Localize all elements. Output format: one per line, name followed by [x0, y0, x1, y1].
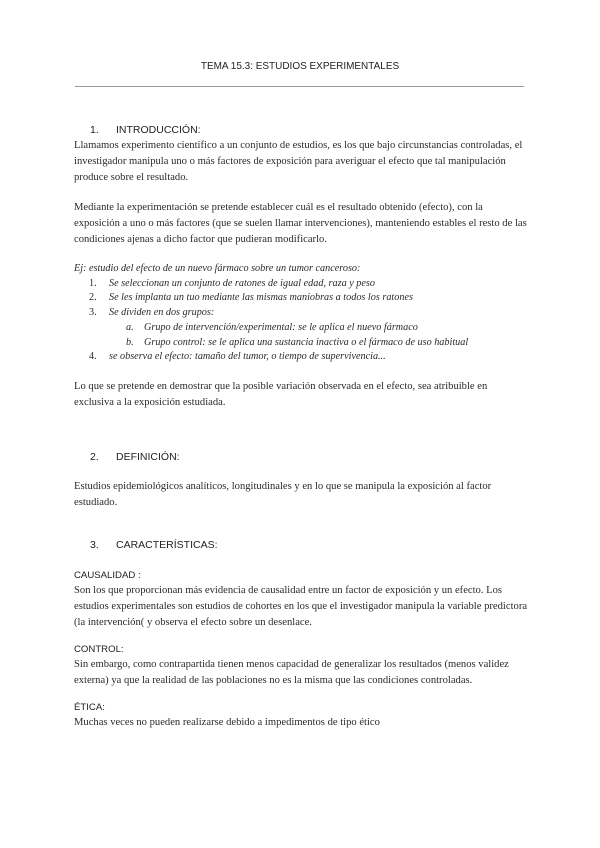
list-item: [74, 350, 528, 365]
list-item: [74, 306, 528, 321]
list-item: [74, 321, 528, 336]
list-item: [74, 277, 528, 292]
intro-paragraph-1: Llamamos experimento cientifico a un conjunto de estudios, es los que bajo circunstancias controladas, el investigador manipula uno o más factores de exposición para averiguar el efecto que tal manipulación produce sobre el resultado.: [74, 140, 523, 183]
intro-closing-paragraph: Lo que se pretende en demostrar que la posible variación observada en el efecto, sea atribuible en exclusiva a la exposición estudiada.: [74, 380, 488, 408]
section-number: 1.: [90, 124, 99, 136]
intro-paragraph-2: Mediante la experimentación se pretende establecer cuál es el resultado obtenido (efecto), con la exposición a uno o más factores (que se suelen llamar intervenciones), manteniendo estables el resto de las condiciones ajenas a dicho factor que pudieran modificarlo.: [74, 202, 527, 245]
section-number: 2.: [90, 450, 99, 463]
example-intro: Ej: estudio del efecto de un nuevo fármaco sobre un tumor canceroso:: [74, 263, 361, 274]
example-substeps-list: [74, 321, 528, 350]
section-heading-introduccion: [90, 124, 528, 136]
subheading-etica: ÉTICA:: [74, 701, 105, 713]
list-item-text: Grupo de intervención/experimental: se le aplica el nuevo fármaco: [144, 321, 418, 333]
section-heading-caracteristicas: [90, 539, 528, 551]
section-heading-definicion: [90, 451, 528, 463]
subheading-causalidad: CAUSALIDAD :: [74, 569, 141, 581]
section-number: 3.: [90, 538, 99, 551]
example-steps-list: [74, 277, 528, 321]
control-paragraph: Sin embargo, como contrapartida tienen menos capacidad de generalizar los resultados (menos validez externa) ya que la realidad de las poblaciones no es la misma que las condiciones controladas.: [74, 658, 509, 686]
list-marker: a.: [126, 321, 134, 333]
section-title: DEFINICIÓN:: [116, 450, 180, 463]
list-item-text: Se les implanta un tuo mediante las mismas maniobras a todos los ratones: [109, 292, 413, 304]
list-marker: 2.: [89, 292, 97, 304]
list-item-text: Se dividen en dos grupos:: [109, 307, 215, 319]
list-item-text: Se seleccionan un conjunto de ratones de igual edad, raza y peso: [109, 277, 375, 289]
list-item: [74, 291, 528, 306]
document-body: [74, 124, 528, 731]
causalidad-paragraph: Son los que proporcionan más evidencia de causalidad entre un factor de exposición y un efecto. Los estudios experimentales son estudios de cohortes en los que el investigador manipula la variable predictora (la intervención( y observa el efecto sobre un desenlace.: [74, 584, 528, 628]
document-title: TEMA 15.3: ESTUDIOS EXPERIMENTALES: [200, 60, 400, 72]
list-marker: 1.: [89, 277, 97, 289]
example-steps-list-end: [74, 350, 528, 365]
list-item-text: Grupo control: se le aplica una sustancia inactiva o el fármaco de uso habitual: [144, 336, 469, 348]
list-marker: 4.: [89, 351, 97, 363]
list-item: [74, 336, 528, 351]
section-title: INTRODUCCIÓN:: [116, 124, 201, 136]
list-marker: b.: [126, 336, 134, 348]
etica-paragraph: Muchas veces no pueden realizarse debido a impedimentos de tipo ético: [74, 716, 380, 728]
list-marker: 3.: [89, 307, 97, 319]
list-item-text: se observa el efecto: tamaño del tumor, o tiempo de supervivencia...: [109, 351, 386, 363]
title-divider: [75, 86, 524, 87]
subheading-control: CONTROL:: [74, 643, 124, 655]
section-title: CARACTERÍSTICAS:: [116, 538, 218, 551]
definition-paragraph: Estudios epidemiológicos analíticos, longitudinales y en lo que se manipula la exposición al factor estudiado.: [74, 480, 492, 508]
